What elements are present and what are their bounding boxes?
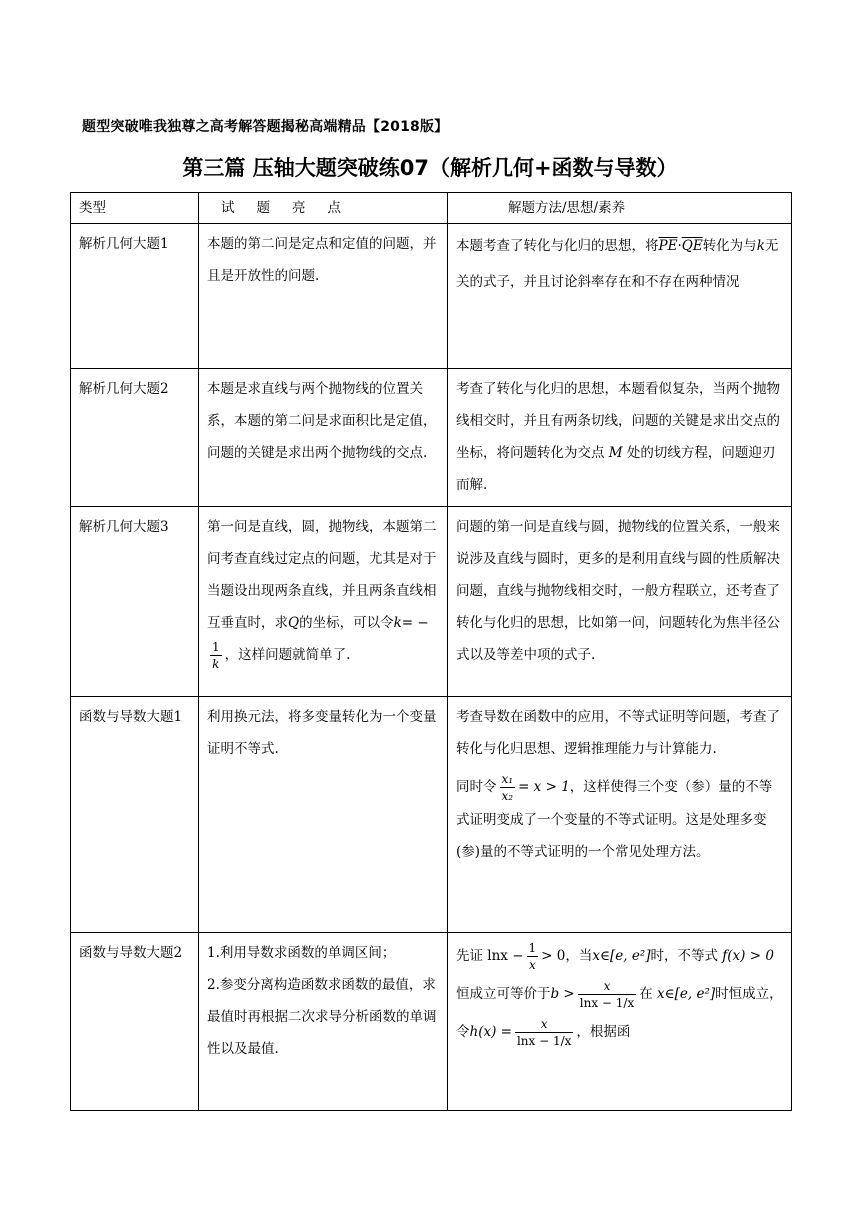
vector-pe: $\overline{PE}$ [658, 238, 678, 254]
table-row [71, 507, 792, 697]
row-type: 解析几何大题1 [71, 224, 199, 369]
row-type: 解析几何大题3 [71, 507, 199, 697]
vector-qe: $\overline{QE}$ [681, 238, 703, 254]
table-row [71, 697, 792, 933]
column-header-method: 解题方法/思想/素养 [448, 193, 792, 224]
row-highlight: 1.利用导数求函数的单调区间； 2.参变分离构造函数求函数的最值，求最值时再根据二次求导分析函数的单调性以及最值. [199, 933, 448, 1111]
table-row [71, 933, 792, 1111]
row-method: 本题考查了转化与化归的思想，将$\overline{PE}\cdot\overline{QE}$转化为与k无关的式子，并且讨论斜率存在和不存在两种情况 [448, 224, 792, 369]
row-type: 解析几何大题2 [71, 369, 199, 507]
fraction: $\frac{x}{\ln x - 1/x}$ [516, 1017, 572, 1048]
fraction: $\frac{1}{k}$ [212, 640, 220, 671]
row-method: 考查导数在函数中的应用，不等式证明等问题，考查了转化与化归思想、逻辑推理能力与计算能力. 同时令 $\frac{\text{x₁}}{\text{x₂}}$ = x > 1，这样使得三个变（参）量的不等式证明变成了一个变量的不等式证明。这是处理多变(参)量的不等式证明的一个常见处理方法。 [448, 697, 792, 933]
table-row [71, 369, 792, 507]
row-highlight: 本题的第二问是定点和定值的问题，并且是开放性的问题. [199, 224, 448, 369]
row-highlight: 利用换元法，将多变量转化为一个变量证明不等式. [199, 697, 448, 933]
column-header-type: 类型 [71, 193, 199, 224]
table-row [71, 224, 792, 369]
summary-table [70, 192, 792, 1111]
fraction: $\frac{x}{\ln x - 1/x}$ [579, 979, 635, 1010]
table-header-row [71, 193, 792, 224]
column-header-highlight: 试题亮点 [199, 193, 448, 224]
fraction: $\frac{\text{x₁}}{\text{x₂}}$ [501, 772, 514, 803]
row-type: 函数与导数大题1 [71, 697, 199, 933]
fraction: $\frac{1}{x}$ [528, 941, 537, 972]
row-highlight: 第一问是直线，圆，抛物线，本题第二问考查直线过定点的问题，尤其是对于当题设出现两条直线，并且两条直线相互垂直时，求Q的坐标，可以令k= − $\frac{1}{k}$ ，这样问题就简单了. [199, 507, 448, 697]
row-type: 函数与导数大题2 [71, 933, 199, 1111]
row-method: 先证 lnx − $\frac{1}{x}$ > 0，当x∈[e, e²]时，不等式 f(x) > 0恒成立可等价于b > $\frac{x}{\ln x - 1/x}$ 在 x∈[e, e²]时恒成立，令h(x) = $\frac{x}{\ln x - 1/x}$ ，根据函 [448, 933, 792, 1111]
document-header: 题型突破唯我独尊之高考解答题揭秘高端精品【2018版】 [82, 119, 449, 135]
row-method: 问题的第一问是直线与圆，抛物线的位置关系，一般来说涉及直线与圆时，更多的是利用直线与圆的性质解决问题，直线与抛物线相交时，一般方程联立，还考查了转化与化归的思想，比如第一问，问题转化为焦半径公式以及等差中项的式子. [448, 507, 792, 697]
row-method: 考查了转化与化归的思想，本题看似复杂，当两个抛物线相交时，并且有两条切线，问题的关键是求出交点的坐标，将问题转化为交点 M 处的切线方程，问题迎刃而解. [448, 369, 792, 507]
document-title: 第三篇 压轴大题突破练07（解析几何+函数与导数） [182, 156, 678, 180]
row-highlight: 本题是求直线与两个抛物线的位置关系，本题的第二问是求面积比是定值，问题的关键是求出两个抛物线的交点. [199, 369, 448, 507]
